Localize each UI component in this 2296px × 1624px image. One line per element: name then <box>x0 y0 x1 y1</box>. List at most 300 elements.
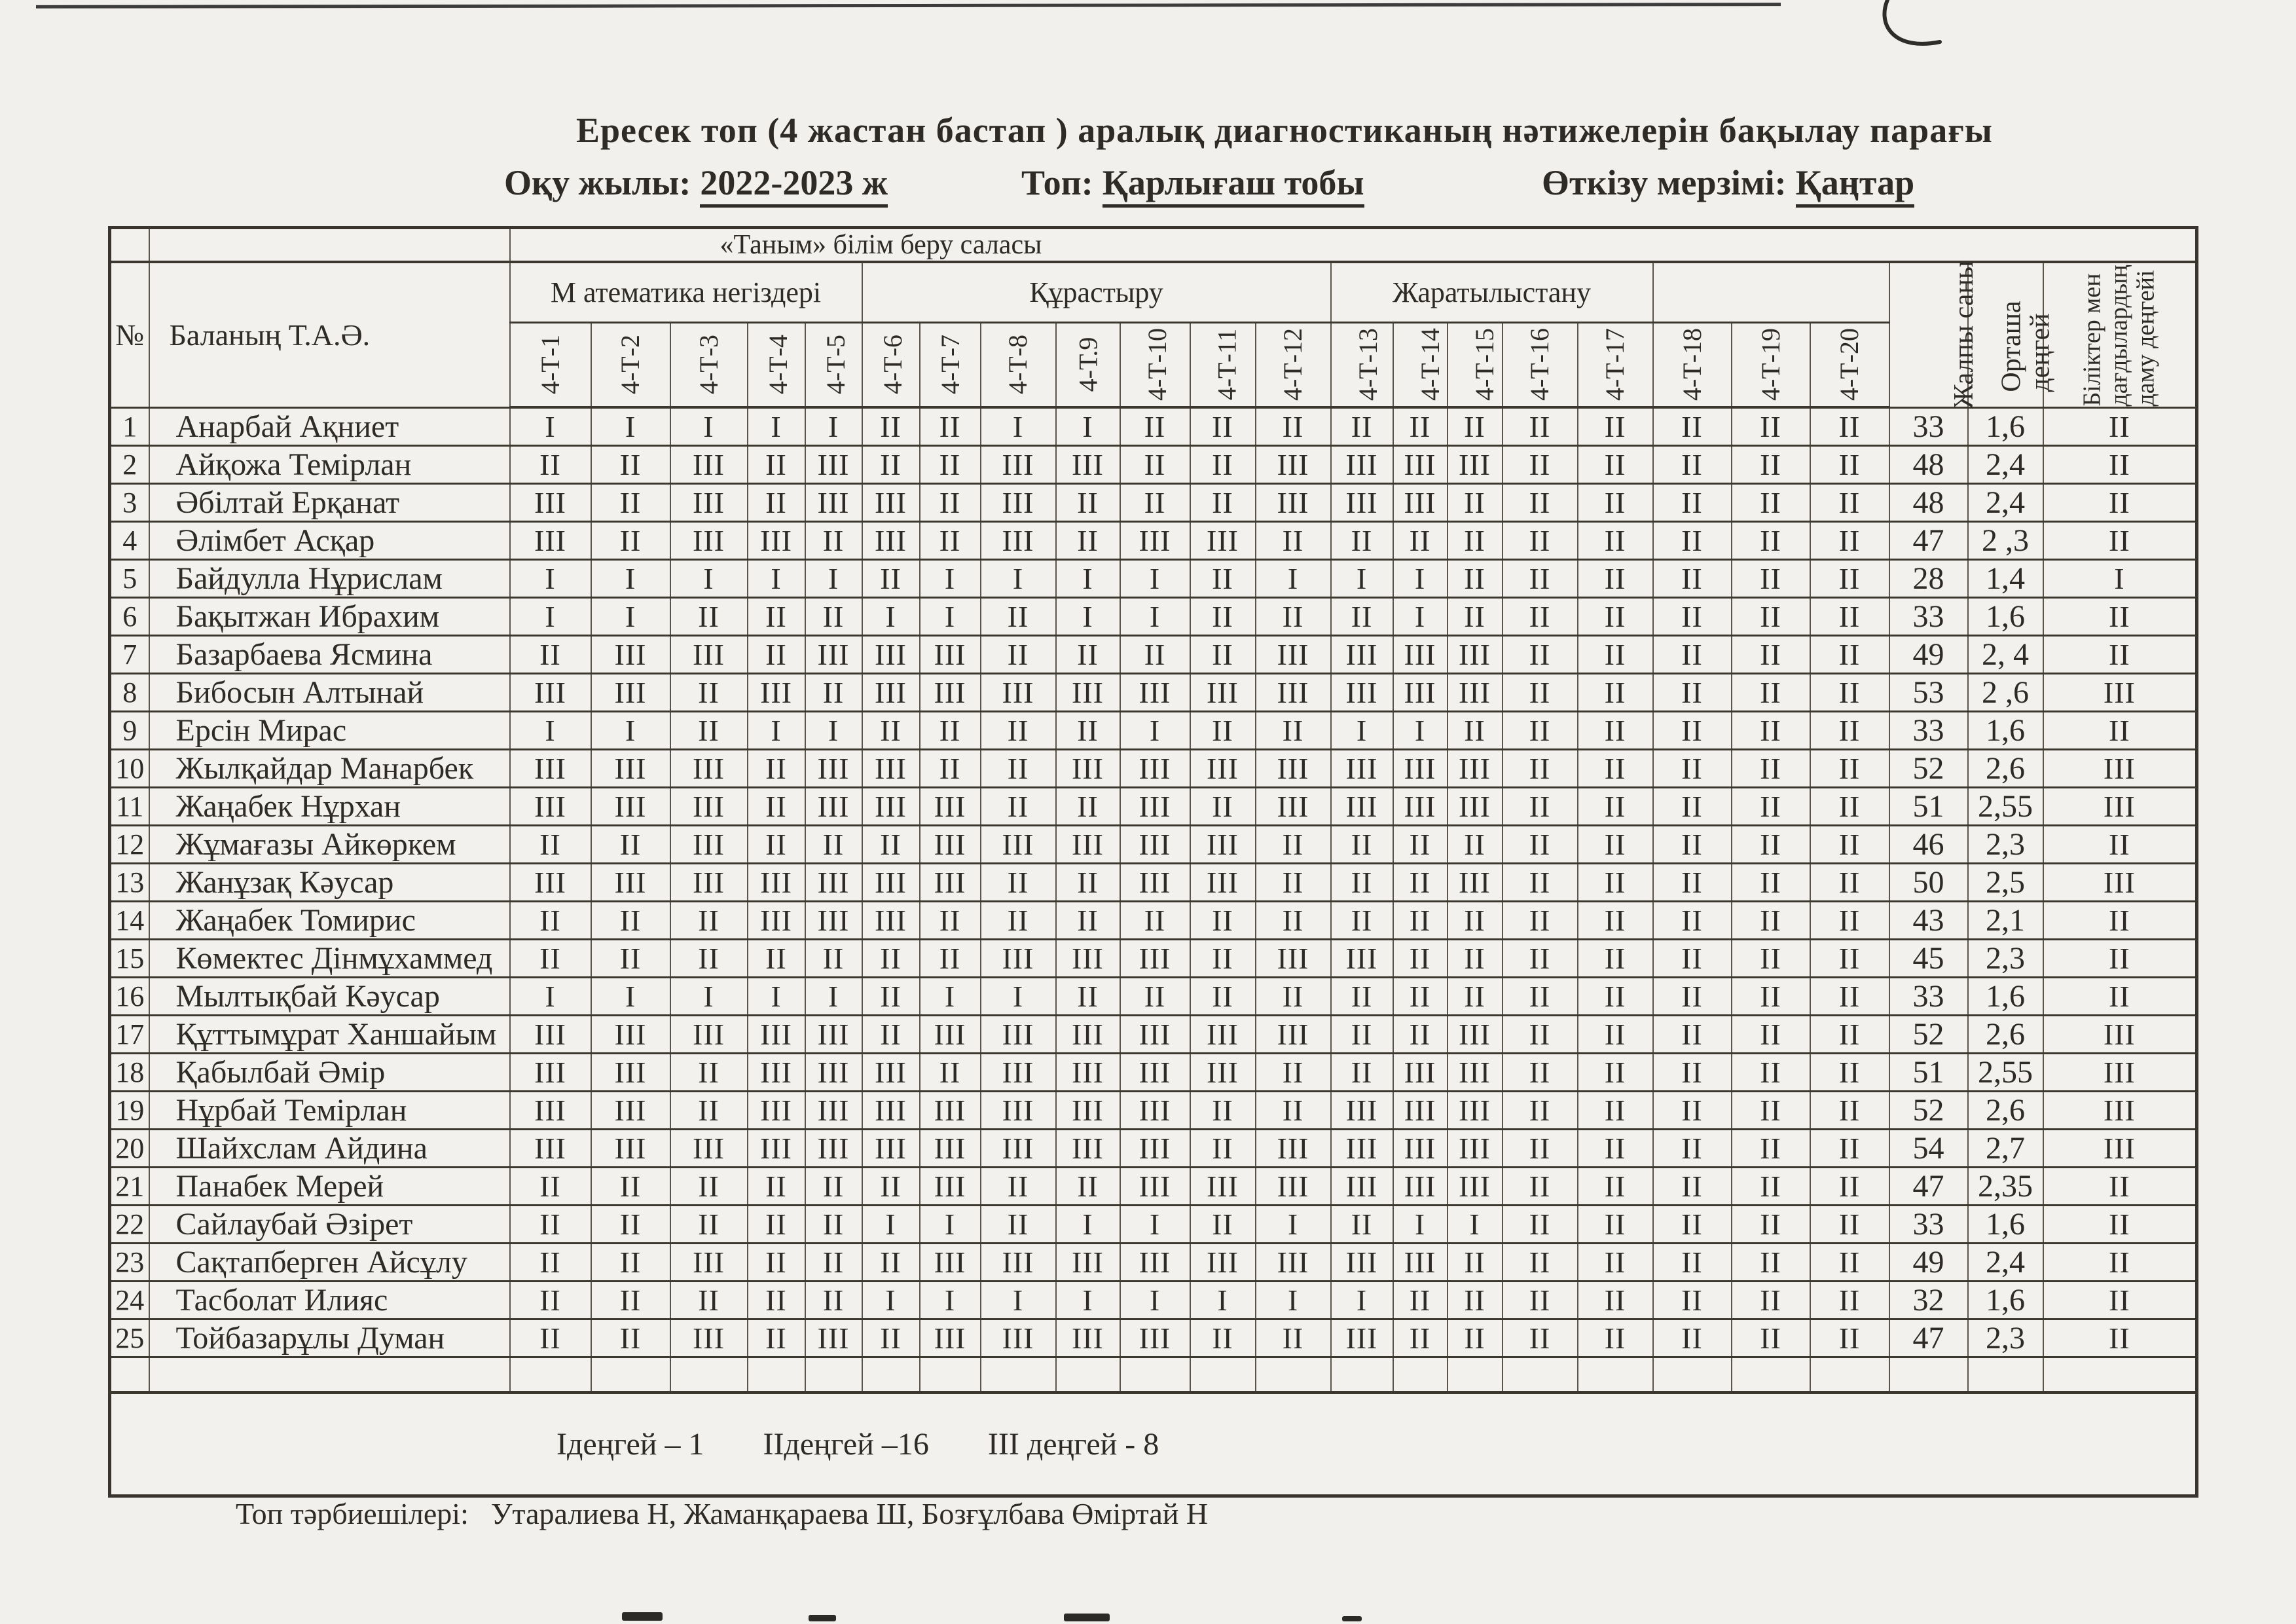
mark-cell: III <box>1448 1091 1503 1129</box>
total-cell: 33 <box>1889 1205 1968 1243</box>
mark-cell: II <box>510 635 591 673</box>
empty-cell <box>1190 1357 1256 1392</box>
mark-cell: II <box>1810 407 1889 445</box>
mark-cell: I <box>920 977 981 1015</box>
mark-cell: II <box>1331 1053 1393 1091</box>
mark-cell: I <box>981 1281 1056 1319</box>
mark-cell: II <box>1448 1319 1503 1357</box>
mark-cell: II <box>1503 863 1578 901</box>
teachers-names: Утаралиева Н, Жаманқараева Ш, Бозғұлбава Өміртай Н <box>490 1497 1209 1530</box>
mark-cell: II <box>1056 1167 1120 1205</box>
mark-cell: II <box>1056 711 1120 749</box>
mark-cell: II <box>1578 559 1653 597</box>
mark-cell: III <box>1190 673 1256 711</box>
mark-cell: I <box>1120 711 1190 749</box>
mark-cell: III <box>591 635 670 673</box>
mark-cell: II <box>1256 597 1331 635</box>
mark-cell: II <box>1190 1319 1256 1357</box>
teachers-label: Топ тәрбиешілері: <box>236 1497 469 1530</box>
mark-cell: I <box>981 977 1056 1015</box>
level-cell: II <box>2043 901 2197 939</box>
mark-cell: II <box>1503 1167 1578 1205</box>
task-column-header: 4-Т-12 <box>1256 322 1331 407</box>
mark-cell: III <box>920 1091 981 1129</box>
empty-cell <box>510 1357 591 1392</box>
mark-cell: II <box>748 1281 805 1319</box>
row-number-cell: 24 <box>110 1281 149 1319</box>
mark-cell: III <box>862 483 920 521</box>
mark-cell: III <box>1120 749 1190 787</box>
student-row <box>110 863 2197 901</box>
level-cell: III <box>2043 749 2197 787</box>
average-cell: 2,1 <box>1968 901 2043 939</box>
mark-cell: II <box>670 1205 748 1243</box>
mark-cell: II <box>1653 1243 1732 1281</box>
student-name-cell: Базарбаева Ясмина <box>149 635 510 673</box>
mark-cell: II <box>1393 521 1448 559</box>
mark-cell: II <box>805 1167 862 1205</box>
mark-cell: II <box>1578 521 1653 559</box>
mark-cell: II <box>1810 1281 1889 1319</box>
level-cell: II <box>2043 635 2197 673</box>
mark-cell: II <box>1190 711 1256 749</box>
mark-cell: II <box>1503 977 1578 1015</box>
total-cell: 49 <box>1889 635 1968 673</box>
mark-cell: I <box>920 1205 981 1243</box>
level-cell: II <box>2043 825 2197 863</box>
student-row <box>110 635 2197 673</box>
total-cell: 33 <box>1889 711 1968 749</box>
empty-cell <box>591 1357 670 1392</box>
total-cell: 48 <box>1889 483 1968 521</box>
mark-cell: I <box>670 977 748 1015</box>
subject-group-science: Жаратылыстану <box>1331 262 1653 322</box>
mark-cell: II <box>920 749 981 787</box>
mark-cell: II <box>748 1243 805 1281</box>
mark-cell: III <box>805 1091 862 1129</box>
mark-cell: II <box>1503 483 1578 521</box>
mark-cell: III <box>1393 787 1448 825</box>
mark-cell: II <box>1448 483 1503 521</box>
mark-cell: I <box>1120 1205 1190 1243</box>
mark-cell: III <box>510 863 591 901</box>
total-cell: 43 <box>1889 901 1968 939</box>
student-name-cell: Қабылбай Әмір <box>149 1053 510 1091</box>
mark-cell: I <box>1256 559 1331 597</box>
mark-cell: II <box>1578 1281 1653 1319</box>
mark-cell: III <box>670 483 748 521</box>
mark-cell: I <box>1256 1281 1331 1319</box>
mark-cell: III <box>805 863 862 901</box>
student-name-cell: Әбілтай Ерқанат <box>149 483 510 521</box>
mark-cell: II <box>1190 1129 1256 1167</box>
mark-cell: II <box>1331 407 1393 445</box>
mark-cell: II <box>1653 825 1732 863</box>
mark-cell: II <box>1653 1053 1732 1091</box>
mark-cell: II <box>1732 1205 1810 1243</box>
level-cell: II <box>2043 445 2197 483</box>
column-header-student-name: Баланың Т.А.Ә. <box>149 262 510 407</box>
level-cell: III <box>2043 787 2197 825</box>
mark-cell: III <box>670 1319 748 1357</box>
level-cell: II <box>2043 711 2197 749</box>
mark-cell: III <box>1448 787 1503 825</box>
period-field <box>1542 162 1914 203</box>
row-number-cell: 22 <box>110 1205 149 1243</box>
mark-cell: III <box>1448 1167 1503 1205</box>
mark-cell: II <box>1810 825 1889 863</box>
average-cell: 2,55 <box>1968 787 2043 825</box>
mark-cell: I <box>1056 1281 1120 1319</box>
diagnostic-results-table <box>108 226 2198 1498</box>
mark-cell: III <box>1120 1053 1190 1091</box>
mark-cell: III <box>920 1129 981 1167</box>
period-value: Қаңтар <box>1796 163 1915 208</box>
mark-cell: II <box>1732 787 1810 825</box>
mark-cell: I <box>510 407 591 445</box>
page-title: Ересек топ (4 жастан бастап ) аралық диагностиканың нәтижелерін бақылау парағы <box>576 111 1993 150</box>
mark-cell: II <box>591 1167 670 1205</box>
mark-cell: III <box>510 1129 591 1167</box>
empty-cell <box>1653 1357 1732 1392</box>
mark-cell: II <box>1503 1053 1578 1091</box>
mark-cell: II <box>805 1281 862 1319</box>
mark-cell: III <box>805 1053 862 1091</box>
mark-cell: II <box>1190 559 1256 597</box>
task-column-header: 4-Т-14 <box>1393 322 1448 407</box>
empty-cell <box>920 1357 981 1392</box>
mark-cell: II <box>1190 407 1256 445</box>
mark-cell: II <box>1120 407 1190 445</box>
mark-cell: III <box>510 749 591 787</box>
mark-cell: II <box>1810 711 1889 749</box>
mark-cell: II <box>1578 1015 1653 1053</box>
student-name-cell: Айқожа Темірлан <box>149 445 510 483</box>
task-column-header: 4-Т-18 <box>1653 322 1732 407</box>
average-cell: 1,6 <box>1968 977 2043 1015</box>
mark-cell: II <box>1653 635 1732 673</box>
mark-cell: III <box>1120 1319 1190 1357</box>
subject-group-math: М атематика негіздері <box>510 262 862 322</box>
average-cell: 2 ,3 <box>1968 521 2043 559</box>
row-number-cell: 21 <box>110 1167 149 1205</box>
mark-cell: III <box>1448 749 1503 787</box>
academic-year-value: 2022-2023 ж <box>700 163 888 208</box>
level-cell: III <box>2043 1015 2197 1053</box>
mark-cell: II <box>1331 901 1393 939</box>
mark-cell: II <box>748 1319 805 1357</box>
empty-cell <box>149 1357 510 1392</box>
mark-cell: I <box>805 559 862 597</box>
mark-cell: III <box>1256 1167 1331 1205</box>
mark-cell: II <box>920 1053 981 1091</box>
student-row <box>110 1091 2197 1129</box>
mark-cell: II <box>1056 787 1120 825</box>
mark-cell: II <box>1331 825 1393 863</box>
mark-cell: III <box>510 673 591 711</box>
mark-cell: III <box>591 1053 670 1091</box>
mark-cell: II <box>805 1205 862 1243</box>
mark-cell: II <box>1732 1167 1810 1205</box>
student-row <box>110 673 2197 711</box>
empty-cell <box>1503 1357 1578 1392</box>
mark-cell: II <box>510 445 591 483</box>
mark-cell: III <box>981 939 1056 977</box>
mark-cell: II <box>1256 521 1331 559</box>
mark-cell: III <box>1331 1319 1393 1357</box>
task-column-header: 4-Т-5 <box>805 322 862 407</box>
mark-cell: II <box>1503 559 1578 597</box>
mark-cell: II <box>510 1319 591 1357</box>
task-column-header: 4-Т-19 <box>1732 322 1810 407</box>
mark-cell: III <box>1120 825 1190 863</box>
column-header-total: Жалпы саны <box>1889 262 1968 407</box>
mark-cell: II <box>1448 597 1503 635</box>
mark-cell: III <box>862 521 920 559</box>
mark-cell: II <box>510 1167 591 1205</box>
mark-cell: III <box>1056 1129 1120 1167</box>
average-cell: 1,6 <box>1968 1281 2043 1319</box>
mark-cell: III <box>1331 939 1393 977</box>
mark-cell: II <box>1578 787 1653 825</box>
mark-cell: II <box>1810 901 1889 939</box>
task-column-header: 4-Т-4 <box>748 322 805 407</box>
mark-cell: I <box>591 711 670 749</box>
student-name-cell: Мылтықбай Кәусар <box>149 977 510 1015</box>
task-column-header: 4-Т-17 <box>1578 322 1653 407</box>
mark-cell: II <box>1331 977 1393 1015</box>
mark-cell: II <box>1056 521 1120 559</box>
mark-cell: II <box>1732 1129 1810 1167</box>
student-name-cell: Жаңабек Томирис <box>149 901 510 939</box>
mark-cell: I <box>1056 1205 1120 1243</box>
task-column-header: 4-Т-11 <box>1190 322 1256 407</box>
mark-cell: II <box>1448 939 1503 977</box>
student-name-cell: Сақтапберген Айсұлу <box>149 1243 510 1281</box>
level-cell: II <box>2043 977 2197 1015</box>
mark-cell: II <box>1810 521 1889 559</box>
mark-cell: II <box>1056 901 1120 939</box>
mark-cell: III <box>862 1129 920 1167</box>
empty-cell <box>805 1357 862 1392</box>
mark-cell: II <box>1732 901 1810 939</box>
mark-cell: III <box>1448 1015 1503 1053</box>
mark-cell: II <box>1256 977 1331 1015</box>
level-cell: III <box>2043 1091 2197 1129</box>
total-cell: 32 <box>1889 1281 1968 1319</box>
empty-cell <box>1968 1357 2043 1392</box>
mark-cell: II <box>1503 1281 1578 1319</box>
mark-cell: II <box>1653 787 1732 825</box>
mark-cell: II <box>1503 901 1578 939</box>
mark-cell: III <box>510 521 591 559</box>
mark-cell: III <box>748 521 805 559</box>
mark-cell: II <box>670 597 748 635</box>
mark-cell: III <box>1331 787 1393 825</box>
total-cell: 45 <box>1889 939 1968 977</box>
mark-cell: II <box>510 1243 591 1281</box>
mark-cell: II <box>862 1319 920 1357</box>
mark-cell: II <box>920 521 981 559</box>
mark-cell: III <box>1120 863 1190 901</box>
mark-cell: I <box>1448 1205 1503 1243</box>
mark-cell: II <box>1578 863 1653 901</box>
mark-cell: II <box>981 597 1056 635</box>
student-name-cell: Панабек Мерей <box>149 1167 510 1205</box>
mark-cell: I <box>1056 407 1120 445</box>
mark-cell: II <box>591 483 670 521</box>
mark-cell: II <box>1810 559 1889 597</box>
mark-cell: II <box>1653 407 1732 445</box>
mark-cell: III <box>1393 1167 1448 1205</box>
total-cell: 54 <box>1889 1129 1968 1167</box>
mark-cell: II <box>1653 1281 1732 1319</box>
mark-cell: II <box>1578 445 1653 483</box>
column-header-skills-level: Біліктер мен дағдылардың даму деңгейі <box>2043 262 2197 407</box>
mark-cell: III <box>1393 1091 1448 1129</box>
mark-cell: II <box>1503 521 1578 559</box>
mark-cell: III <box>591 749 670 787</box>
mark-cell: I <box>510 977 591 1015</box>
mark-cell: III <box>981 825 1056 863</box>
mark-cell: I <box>862 1205 920 1243</box>
task-column-header: 4-Т-15 <box>1448 322 1503 407</box>
mark-cell: II <box>1578 711 1653 749</box>
mark-cell: II <box>1503 1015 1578 1053</box>
row-number-cell: 2 <box>110 445 149 483</box>
mark-cell: III <box>920 1167 981 1205</box>
subject-group-construction: Құрастыру <box>862 262 1331 322</box>
mark-cell: I <box>1256 1205 1331 1243</box>
mark-cell: II <box>510 825 591 863</box>
mark-cell: III <box>670 1129 748 1167</box>
mark-cell: II <box>862 825 920 863</box>
mark-cell: II <box>1393 825 1448 863</box>
empty-cell <box>1732 1357 1810 1392</box>
mark-cell: II <box>1190 1091 1256 1129</box>
mark-cell: III <box>1190 1053 1256 1091</box>
task-column-header: 4-Т-7 <box>920 322 981 407</box>
mark-cell: I <box>1331 711 1393 749</box>
mark-cell: III <box>805 1129 862 1167</box>
task-column-header: 4-Т-3 <box>670 322 748 407</box>
summary-row <box>110 1392 2197 1496</box>
mark-cell: II <box>1732 1053 1810 1091</box>
mark-cell: II <box>1503 1091 1578 1129</box>
mark-cell: II <box>981 749 1056 787</box>
mark-cell: II <box>805 825 862 863</box>
scan-edge-artifact <box>36 3 1781 9</box>
mark-cell: II <box>1503 407 1578 445</box>
mark-cell: III <box>1448 1053 1503 1091</box>
student-row <box>110 559 2197 597</box>
mark-cell: III <box>862 635 920 673</box>
mark-cell: III <box>591 787 670 825</box>
mark-cell: III <box>591 863 670 901</box>
mark-cell: II <box>748 597 805 635</box>
mark-cell: III <box>981 1129 1056 1167</box>
row-number-cell: 5 <box>110 559 149 597</box>
mark-cell: II <box>1256 825 1331 863</box>
level-cell: II <box>2043 1205 2197 1243</box>
row-number-cell: 15 <box>110 939 149 977</box>
mark-cell: II <box>1578 1091 1653 1129</box>
empty-cell <box>1056 1357 1120 1392</box>
mark-cell: II <box>1190 635 1256 673</box>
average-cell: 1,6 <box>1968 1205 2043 1243</box>
mark-cell: III <box>920 863 981 901</box>
mark-cell: III <box>1393 483 1448 521</box>
mark-cell: II <box>1190 483 1256 521</box>
mark-cell: III <box>981 673 1056 711</box>
student-row <box>110 787 2197 825</box>
total-cell: 51 <box>1889 787 1968 825</box>
mark-cell: III <box>805 635 862 673</box>
mark-cell: I <box>920 559 981 597</box>
mark-cell: I <box>1393 711 1448 749</box>
mark-cell: II <box>1732 673 1810 711</box>
mark-cell: III <box>1393 673 1448 711</box>
mark-cell: I <box>591 559 670 597</box>
mark-cell: III <box>1256 635 1331 673</box>
level-cell: III <box>2043 1129 2197 1167</box>
mark-cell: III <box>981 1091 1056 1129</box>
pen-mark-artifact <box>1863 0 1974 62</box>
mark-cell: I <box>748 407 805 445</box>
mark-cell: II <box>1732 1015 1810 1053</box>
mark-cell: III <box>981 483 1056 521</box>
mark-cell: I <box>1393 597 1448 635</box>
row-number-cell: 1 <box>110 407 149 445</box>
mark-cell: II <box>1448 825 1503 863</box>
mark-cell: II <box>748 749 805 787</box>
mark-cell: III <box>591 1129 670 1167</box>
empty-cell <box>1331 1357 1393 1392</box>
student-row <box>110 749 2197 787</box>
average-cell: 2,4 <box>1968 1243 2043 1281</box>
mark-cell: II <box>920 445 981 483</box>
mark-cell: II <box>920 901 981 939</box>
mark-cell: II <box>1732 977 1810 1015</box>
mark-cell: III <box>670 521 748 559</box>
mark-cell: II <box>1810 1129 1889 1167</box>
student-name-cell: Құттымұрат Ханшайым <box>149 1015 510 1053</box>
mark-cell: II <box>981 863 1056 901</box>
student-name-cell: Ерсін Мирас <box>149 711 510 749</box>
mark-cell: II <box>1653 559 1732 597</box>
total-cell: 47 <box>1889 1319 1968 1357</box>
student-name-cell: Байдулла Нұрислам <box>149 559 510 597</box>
mark-cell: II <box>862 939 920 977</box>
mark-cell: II <box>1393 1281 1448 1319</box>
student-row <box>110 825 2197 863</box>
empty-cell <box>1256 1357 1331 1392</box>
mark-cell: III <box>1393 445 1448 483</box>
student-row <box>110 1243 2197 1281</box>
mark-cell: I <box>1331 1281 1393 1319</box>
mark-cell: II <box>1578 1205 1653 1243</box>
student-name-cell: Жұмағазы Айкөркем <box>149 825 510 863</box>
mark-cell: II <box>591 1319 670 1357</box>
mark-cell: II <box>591 1281 670 1319</box>
average-cell: 2,3 <box>1968 825 2043 863</box>
mark-cell: III <box>1190 863 1256 901</box>
mark-cell: II <box>1190 597 1256 635</box>
average-cell: 1,6 <box>1968 711 2043 749</box>
mark-cell: II <box>1393 407 1448 445</box>
mark-cell: II <box>862 1015 920 1053</box>
mark-cell: III <box>920 1015 981 1053</box>
